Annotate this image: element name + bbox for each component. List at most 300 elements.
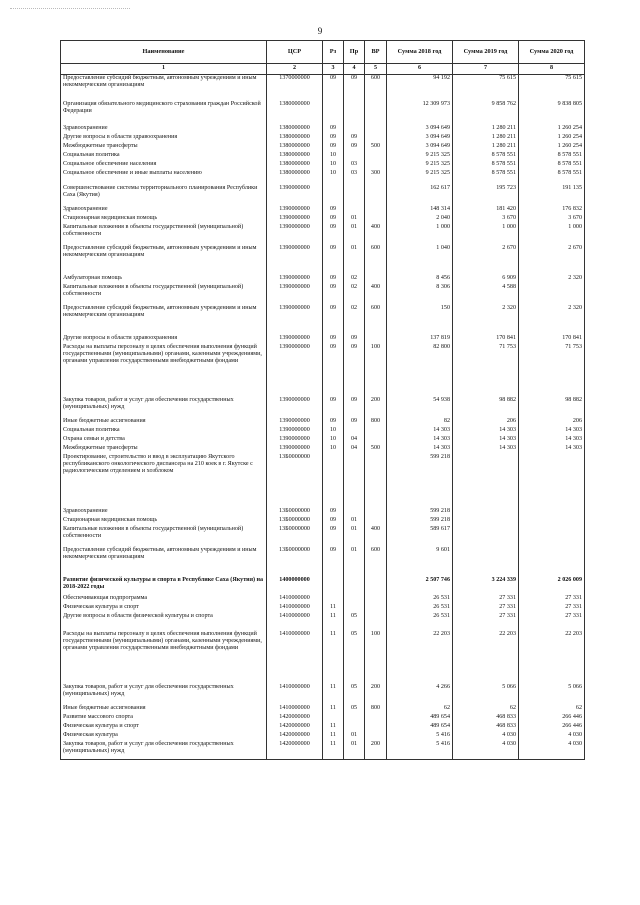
spacer-cell: [387, 263, 453, 275]
cell-name: Капитальные вложения в объекты государственной (муниципальной) собственности: [61, 526, 267, 544]
spacer-cell: [365, 676, 387, 684]
spacer-cell: [453, 263, 519, 275]
spacer-cell: [267, 93, 323, 101]
cell-pr: 05: [344, 705, 365, 714]
table-row: [61, 344, 585, 389]
cell-pr: [344, 604, 365, 613]
cell-csr: 1390000000: [267, 305, 323, 323]
row-spacer: [61, 263, 585, 275]
cell-vr: 600: [365, 75, 387, 94]
cell-name: Амбулаторная помощь: [61, 275, 267, 284]
cell-csr: 1410000000: [267, 604, 323, 613]
table-row: [61, 684, 585, 702]
cell-rz: 09: [323, 284, 344, 302]
cell-sum-2020: 2 320: [519, 275, 585, 284]
table-row: [61, 418, 585, 427]
table-row: [61, 134, 585, 143]
cell-name: Физическая культура: [61, 732, 267, 741]
cell-csr: 1390000000: [267, 206, 323, 215]
cell-csr: 1420000000: [267, 723, 323, 732]
cell-vr: 100: [365, 631, 387, 676]
cell-rz: 10: [323, 427, 344, 436]
spacer-cell: [365, 565, 387, 577]
cell-sum-2020: [519, 517, 585, 526]
cell-csr: 13Б0000000: [267, 547, 323, 565]
cell-sum-2018: 12 309 973: [387, 101, 453, 119]
cell-sum-2020: 4 030: [519, 732, 585, 741]
cell-sum-2018: 3 094 649: [387, 143, 453, 152]
cell-sum-2018: 148 314: [387, 206, 453, 215]
cell-rz: 09: [323, 206, 344, 215]
cell-sum-2019: 195 723: [453, 185, 519, 203]
spacer-cell: [365, 389, 387, 397]
table-row: [61, 125, 585, 134]
cell-pr: 09: [344, 335, 365, 344]
cell-name: Социальная политика: [61, 152, 267, 161]
scan-artifact: [10, 8, 130, 12]
cell-sum-2020: 206: [519, 418, 585, 427]
cell-rz: 11: [323, 613, 344, 631]
cell-name: Межбюджетные трансферты: [61, 445, 267, 454]
header-sum-2020: Сумма 2020 год: [519, 41, 585, 64]
cell-sum-2020: 2 026 009: [519, 577, 585, 595]
cell-pr: [344, 101, 365, 119]
table-row: [61, 723, 585, 732]
cell-csr: 1380000000: [267, 161, 323, 170]
cell-sum-2019: 468 833: [453, 723, 519, 732]
cell-vr: [365, 723, 387, 732]
cell-sum-2018: 2 507 746: [387, 577, 453, 595]
budget-table-container: [60, 40, 584, 760]
cell-sum-2020: 3 670: [519, 215, 585, 224]
cell-name: Межбюджетные трансферты: [61, 143, 267, 152]
header-csr: ЦСР: [267, 41, 323, 64]
cell-sum-2020: 191 135: [519, 185, 585, 203]
cell-name: Закупка товаров, работ и услуг для обеспечения государственных (муниципальных) нужд: [61, 684, 267, 702]
cell-name: Предоставление субсидий бюджетным, автономным учреждениям и иным некоммерческим организациям: [61, 547, 267, 565]
spacer-cell: [519, 565, 585, 577]
cell-sum-2018: 489 654: [387, 714, 453, 723]
cell-sum-2019: 9 858 762: [453, 101, 519, 119]
cell-vr: [365, 508, 387, 517]
spacer-cell: [365, 490, 387, 508]
cell-sum-2019: 6 909: [453, 275, 519, 284]
spacer-cell: [61, 93, 267, 101]
cell-rz: 09: [323, 245, 344, 263]
cell-pr: 01: [344, 517, 365, 526]
cell-rz: 11: [323, 684, 344, 702]
column-number: 2: [267, 64, 323, 75]
cell-sum-2019: 14 303: [453, 436, 519, 445]
cell-sum-2020: 176 832: [519, 206, 585, 215]
cell-rz: 09: [323, 224, 344, 242]
cell-sum-2018: 1 040: [387, 245, 453, 263]
table-row: [61, 335, 585, 344]
cell-pr: [344, 454, 365, 490]
table-row: [61, 547, 585, 565]
cell-rz: 09: [323, 397, 344, 415]
cell-csr: 1380000000: [267, 125, 323, 134]
column-number: 6: [387, 64, 453, 75]
cell-sum-2019: 8 578 551: [453, 170, 519, 179]
cell-vr: [365, 185, 387, 203]
cell-name: Другие вопросы в области здравоохранения: [61, 134, 267, 143]
cell-sum-2020: [519, 508, 585, 517]
cell-sum-2019: 1 280 211: [453, 143, 519, 152]
cell-csr: 1390000000: [267, 445, 323, 454]
table-row: [61, 75, 585, 94]
cell-pr: 09: [344, 344, 365, 389]
cell-name: Охрана семьи и детства: [61, 436, 267, 445]
cell-sum-2018: 9 215 325: [387, 152, 453, 161]
cell-csr: 1390000000: [267, 418, 323, 427]
table-row: [61, 454, 585, 490]
cell-sum-2020: 1 260 254: [519, 134, 585, 143]
cell-sum-2020: 14 303: [519, 427, 585, 436]
cell-rz: 09: [323, 344, 344, 389]
cell-sum-2018: 8 306: [387, 284, 453, 302]
cell-sum-2019: 1 000: [453, 224, 519, 242]
cell-name: Стационарная медицинская помощь: [61, 215, 267, 224]
cell-vr: 200: [365, 397, 387, 415]
cell-vr: 600: [365, 547, 387, 565]
cell-sum-2019: 14 303: [453, 427, 519, 436]
cell-vr: [365, 275, 387, 284]
spacer-cell: [453, 676, 519, 684]
cell-sum-2020: 1 000: [519, 224, 585, 242]
cell-csr: 1380000000: [267, 101, 323, 119]
cell-vr: [365, 206, 387, 215]
table-row: [61, 215, 585, 224]
spacer-cell: [323, 323, 344, 335]
spacer-cell: [267, 490, 323, 508]
cell-name: Проектирование, строительство и ввод в эксплуатацию Якутского республиканского онкологического диспансера на 210 коек в г. Якутске с радиологическим отделением и хозблоком: [61, 454, 267, 490]
cell-sum-2019: [453, 508, 519, 517]
spacer-cell: [453, 93, 519, 101]
cell-rz: 11: [323, 723, 344, 732]
cell-pr: 01: [344, 547, 365, 565]
cell-rz: [323, 577, 344, 595]
table-row: [61, 604, 585, 613]
cell-sum-2020: 8 578 551: [519, 170, 585, 179]
table-row: [61, 152, 585, 161]
column-number: 5: [365, 64, 387, 75]
table-row: [61, 397, 585, 415]
spacer-cell: [519, 263, 585, 275]
cell-name: Развитие физической культуры и спорта в Республике Саха (Якутия) на 2018-2022 годы: [61, 577, 267, 595]
cell-pr: [344, 152, 365, 161]
cell-name: Здравоохранение: [61, 125, 267, 134]
cell-sum-2018: 9 215 325: [387, 161, 453, 170]
header-sum-2018: Сумма 2018 год: [387, 41, 453, 64]
cell-rz: 10: [323, 152, 344, 161]
cell-csr: 13Б0000000: [267, 508, 323, 517]
cell-name: Здравоохранение: [61, 206, 267, 215]
cell-sum-2020: 62: [519, 705, 585, 714]
cell-sum-2018: 150: [387, 305, 453, 323]
cell-sum-2020: 71 753: [519, 344, 585, 389]
cell-csr: 1390000000: [267, 245, 323, 263]
cell-vr: [365, 134, 387, 143]
cell-name: Предоставление субсидий бюджетным, автономным учреждениям и иным некоммерческим организациям: [61, 305, 267, 323]
table-row: [61, 613, 585, 631]
spacer-cell: [387, 93, 453, 101]
cell-sum-2018: 14 303: [387, 445, 453, 454]
cell-sum-2020: 14 303: [519, 445, 585, 454]
cell-sum-2020: 9 838 805: [519, 101, 585, 119]
cell-vr: [365, 101, 387, 119]
spacer-cell: [323, 565, 344, 577]
spacer-cell: [61, 323, 267, 335]
cell-csr: 1370000000: [267, 75, 323, 94]
cell-rz: 09: [323, 75, 344, 94]
cell-pr: 09: [344, 397, 365, 415]
cell-sum-2018: 94 192: [387, 75, 453, 94]
cell-rz: 09: [323, 526, 344, 544]
cell-sum-2020: 266 446: [519, 723, 585, 732]
cell-sum-2019: 8 578 551: [453, 152, 519, 161]
cell-vr: 300: [365, 170, 387, 179]
cell-sum-2019: 14 303: [453, 445, 519, 454]
cell-rz: 09: [323, 215, 344, 224]
cell-sum-2018: 5 416: [387, 741, 453, 760]
cell-vr: [365, 604, 387, 613]
cell-name: Физическая культура и спорт: [61, 723, 267, 732]
cell-rz: 09: [323, 275, 344, 284]
table-row: [61, 275, 585, 284]
cell-pr: 02: [344, 275, 365, 284]
cell-csr: 1390000000: [267, 397, 323, 415]
cell-sum-2019: 4 030: [453, 732, 519, 741]
cell-sum-2018: 8 456: [387, 275, 453, 284]
cell-rz: [323, 714, 344, 723]
cell-sum-2018: 589 617: [387, 526, 453, 544]
table-row: [61, 732, 585, 741]
cell-pr: [344, 577, 365, 595]
cell-sum-2020: 5 066: [519, 684, 585, 702]
table-row: [61, 245, 585, 263]
cell-pr: 05: [344, 631, 365, 676]
spacer-cell: [387, 676, 453, 684]
cell-sum-2019: 1 280 211: [453, 125, 519, 134]
spacer-cell: [61, 490, 267, 508]
cell-vr: 600: [365, 245, 387, 263]
header-name: Наименование: [61, 41, 267, 64]
cell-rz: 11: [323, 631, 344, 676]
header-row: [61, 41, 585, 64]
cell-vr: 800: [365, 418, 387, 427]
cell-csr: 1400000000: [267, 577, 323, 595]
table-row: [61, 741, 585, 760]
cell-pr: [344, 185, 365, 203]
cell-rz: 11: [323, 604, 344, 613]
cell-sum-2020: [519, 547, 585, 565]
cell-name: Физическая культура и спорт: [61, 604, 267, 613]
cell-sum-2019: 2 320: [453, 305, 519, 323]
cell-sum-2020: 14 303: [519, 436, 585, 445]
table-row: [61, 714, 585, 723]
cell-sum-2019: 27 331: [453, 595, 519, 604]
spacer-cell: [519, 93, 585, 101]
cell-vr: [365, 152, 387, 161]
cell-pr: [344, 595, 365, 604]
cell-name: Закупка товаров, работ и услуг для обеспечения государственных (муниципальных) нужд: [61, 397, 267, 415]
cell-csr: 1420000000: [267, 732, 323, 741]
spacer-cell: [519, 676, 585, 684]
cell-name: Предоставление субсидий бюджетным, автономным учреждениям и иным некоммерческим организациям: [61, 245, 267, 263]
table-row: [61, 170, 585, 179]
spacer-cell: [365, 93, 387, 101]
cell-name: Другие вопросы в области физической культуры и спорта: [61, 613, 267, 631]
cell-pr: [344, 125, 365, 134]
spacer-cell: [519, 490, 585, 508]
cell-csr: 1380000000: [267, 143, 323, 152]
cell-sum-2018: 5 416: [387, 732, 453, 741]
cell-sum-2019: 22 203: [453, 631, 519, 676]
table-row: [61, 427, 585, 436]
cell-sum-2019: 181 420: [453, 206, 519, 215]
cell-vr: [365, 454, 387, 490]
spacer-cell: [323, 93, 344, 101]
spacer-cell: [323, 490, 344, 508]
table-row: [61, 284, 585, 302]
cell-csr: 1410000000: [267, 595, 323, 604]
cell-pr: 01: [344, 215, 365, 224]
cell-vr: [365, 335, 387, 344]
cell-sum-2020: 8 578 551: [519, 152, 585, 161]
cell-sum-2019: 75 615: [453, 75, 519, 94]
cell-pr: 03: [344, 161, 365, 170]
cell-csr: 1390000000: [267, 215, 323, 224]
cell-sum-2018: 1 000: [387, 224, 453, 242]
cell-pr: 01: [344, 224, 365, 242]
cell-sum-2019: 2 670: [453, 245, 519, 263]
cell-sum-2020: 1 260 254: [519, 125, 585, 134]
row-spacer: [61, 490, 585, 508]
spacer-cell: [267, 565, 323, 577]
cell-rz: 10: [323, 161, 344, 170]
table-row: [61, 101, 585, 119]
cell-sum-2020: 8 578 551: [519, 161, 585, 170]
cell-csr: 13Б0000000: [267, 517, 323, 526]
cell-vr: [365, 215, 387, 224]
table-row: [61, 224, 585, 242]
spacer-cell: [61, 263, 267, 275]
cell-sum-2019: 3 670: [453, 215, 519, 224]
cell-pr: 01: [344, 526, 365, 544]
cell-sum-2018: 3 094 649: [387, 125, 453, 134]
spacer-cell: [365, 263, 387, 275]
cell-csr: 1390000000: [267, 335, 323, 344]
cell-rz: 10: [323, 445, 344, 454]
header-sum-2019: Сумма 2019 год: [453, 41, 519, 64]
cell-sum-2018: 599 218: [387, 454, 453, 490]
cell-sum-2019: 3 224 339: [453, 577, 519, 595]
cell-sum-2018: 82: [387, 418, 453, 427]
cell-sum-2020: 27 331: [519, 595, 585, 604]
row-spacer: [61, 565, 585, 577]
spacer-cell: [387, 389, 453, 397]
header-rz: Рз: [323, 41, 344, 64]
cell-sum-2018: 599 218: [387, 508, 453, 517]
table-row: [61, 445, 585, 454]
spacer-cell: [344, 263, 365, 275]
column-number: 4: [344, 64, 365, 75]
cell-pr: 09: [344, 418, 365, 427]
cell-sum-2018: 599 218: [387, 517, 453, 526]
row-spacer: [61, 323, 585, 335]
cell-sum-2020: 98 882: [519, 397, 585, 415]
cell-sum-2020: 27 331: [519, 604, 585, 613]
cell-sum-2018: 26 531: [387, 613, 453, 631]
spacer-cell: [344, 676, 365, 684]
cell-rz: [323, 595, 344, 604]
column-number: 7: [453, 64, 519, 75]
spacer-cell: [267, 263, 323, 275]
cell-sum-2020: 27 331: [519, 613, 585, 631]
cell-rz: 10: [323, 436, 344, 445]
cell-vr: 600: [365, 305, 387, 323]
cell-sum-2018: 4 266: [387, 684, 453, 702]
cell-pr: 03: [344, 170, 365, 179]
cell-sum-2019: 8 578 551: [453, 161, 519, 170]
cell-sum-2019: 468 833: [453, 714, 519, 723]
spacer-cell: [267, 323, 323, 335]
cell-sum-2020: 2 670: [519, 245, 585, 263]
cell-sum-2020: 266 446: [519, 714, 585, 723]
cell-sum-2020: 1 260 254: [519, 143, 585, 152]
cell-csr: 1410000000: [267, 684, 323, 702]
cell-rz: 09: [323, 143, 344, 152]
cell-csr: 1390000000: [267, 344, 323, 389]
cell-sum-2019: 206: [453, 418, 519, 427]
cell-rz: 09: [323, 305, 344, 323]
cell-pr: [344, 714, 365, 723]
cell-csr: 1410000000: [267, 613, 323, 631]
cell-vr: [365, 577, 387, 595]
cell-name: Другие вопросы в области здравоохранения: [61, 335, 267, 344]
cell-rz: 11: [323, 705, 344, 714]
cell-name: Капитальные вложения в объекты государственной (муниципальной) собственности: [61, 224, 267, 242]
cell-vr: [365, 161, 387, 170]
column-number: 3: [323, 64, 344, 75]
cell-sum-2020: 22 203: [519, 631, 585, 676]
cell-csr: 13Б0000000: [267, 454, 323, 490]
cell-sum-2019: 27 331: [453, 613, 519, 631]
cell-pr: 01: [344, 245, 365, 263]
spacer-cell: [387, 565, 453, 577]
table-row: [61, 436, 585, 445]
spacer-cell: [61, 389, 267, 397]
cell-csr: 1390000000: [267, 224, 323, 242]
cell-vr: [365, 125, 387, 134]
table-row: [61, 705, 585, 714]
spacer-cell: [344, 565, 365, 577]
cell-vr: 400: [365, 526, 387, 544]
cell-sum-2018: 2 040: [387, 215, 453, 224]
spacer-cell: [519, 389, 585, 397]
cell-pr: [344, 427, 365, 436]
cell-rz: 09: [323, 508, 344, 517]
cell-rz: 09: [323, 547, 344, 565]
cell-vr: 800: [365, 705, 387, 714]
page-number: 9: [317, 26, 323, 36]
cell-csr: 1420000000: [267, 741, 323, 760]
column-number-row: [61, 64, 585, 75]
spacer-cell: [453, 389, 519, 397]
cell-csr: 1380000000: [267, 170, 323, 179]
table-row: [61, 206, 585, 215]
